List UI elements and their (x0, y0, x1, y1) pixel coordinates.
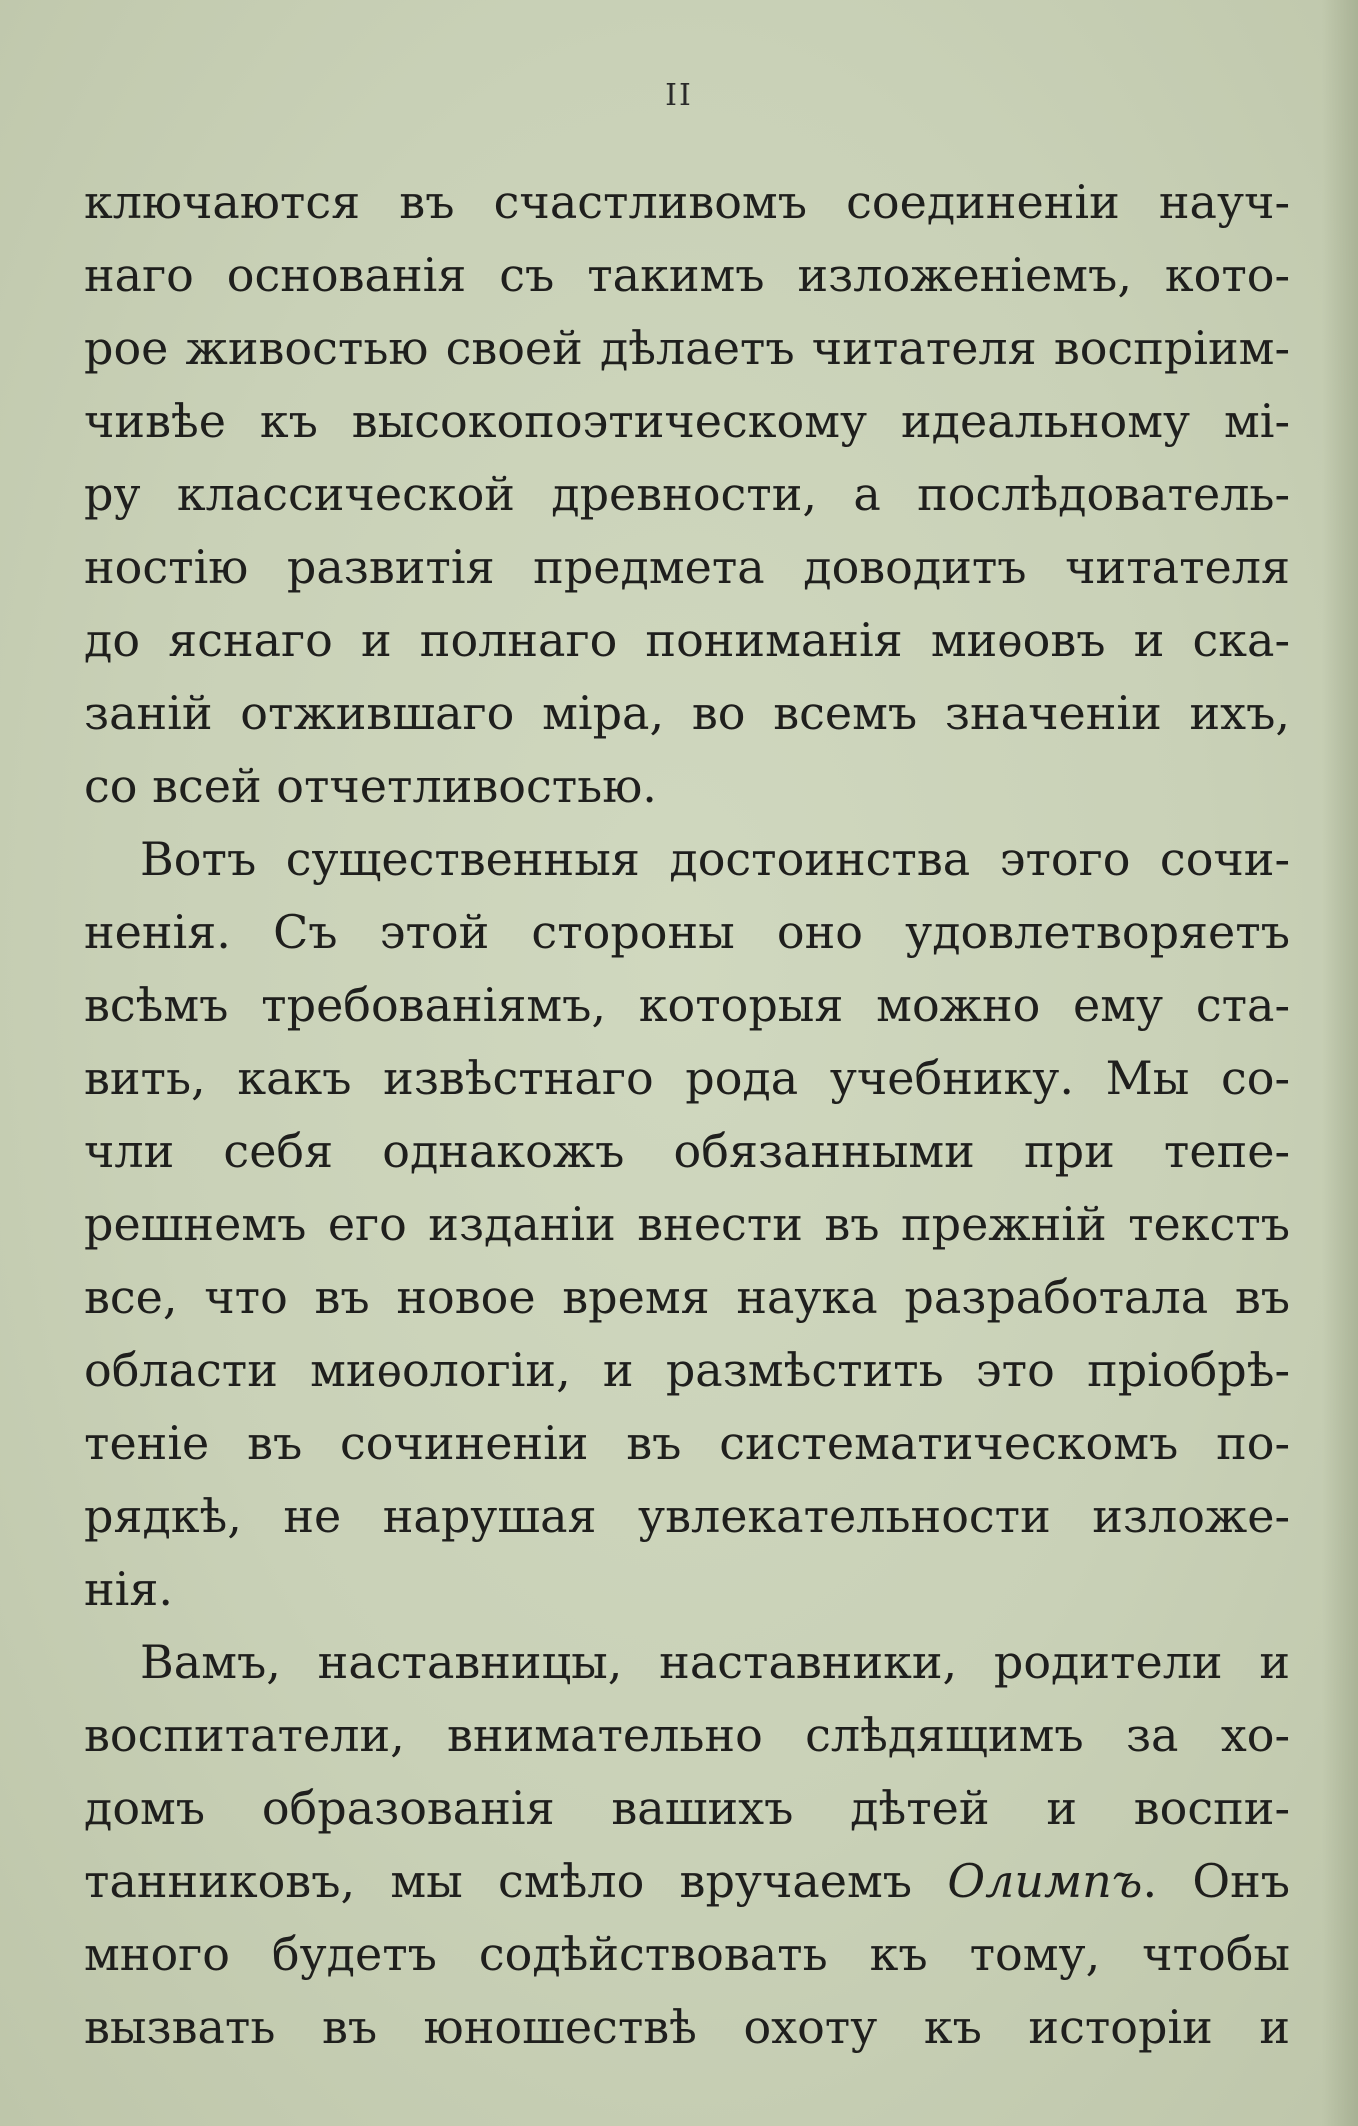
text-line: со всей отчетливостью. (84, 759, 657, 813)
text-line: много будетъ содѣйствовать къ тому, чтобы (84, 1927, 1290, 1981)
text-line: тенiе въ сочиненiи въ систематическомъ по- (84, 1416, 1290, 1470)
text-line: нiя. (84, 1562, 174, 1616)
text-line: наго основанiя съ такимъ изложенiемъ, кото- (84, 248, 1290, 302)
text-line: чивѣе къ высокопоэтическому идеальному мi- (84, 394, 1290, 448)
text-fragment: танниковъ, мы смѣло вручаемъ (84, 1854, 948, 1908)
text-line: домъ образованiя вашихъ дѣтей и воспи- (84, 1781, 1290, 1835)
text-line-with-title (84, 1845, 1290, 1918)
text-line: все, что въ новое время наука разработала въ (84, 1270, 1290, 1324)
text-line: рядкѣ, не нарушая увлекательности изложе- (84, 1489, 1290, 1543)
text-line: всѣмъ требованiямъ, которыя можно ему ста- (84, 978, 1290, 1032)
text-line: ключаются въ счастливомъ соединенiи науч- (84, 175, 1290, 229)
text-fragment: . Онъ (1142, 1854, 1290, 1908)
text-line: решнемъ его изданiи внести въ прежнiй текстъ (84, 1197, 1290, 1251)
text-line: ностiю развитiя предмета доводитъ читателя (84, 540, 1290, 594)
body-text (84, 166, 1290, 2064)
text-line: ненiя. Съ этой стороны оно удовлетворяетъ (84, 905, 1290, 959)
page-edge-shadow (1322, 0, 1358, 2126)
text-line: Вамъ, наставницы, наставники, родители и (140, 1635, 1290, 1689)
text-line: Вотъ существенныя достоинства этого сочи- (140, 832, 1290, 886)
text-line: воспитатели, внимательно слѣдящимъ за хо- (84, 1708, 1290, 1762)
text-line: занiй отжившаго мiра, во всемъ значенiи ихъ, (84, 686, 1290, 740)
paragraph-3 (84, 1626, 1290, 2064)
page-number: II (665, 78, 693, 113)
paragraph-1 (84, 166, 1290, 823)
book-title: Олимпъ (947, 1854, 1143, 1908)
text-line: до яснаго и полнаго пониманiя миѳовъ и ска- (84, 613, 1290, 667)
text-line: чли себя однакожъ обязанными при тепе- (84, 1124, 1290, 1178)
text-line: ру классической древности, а послѣдователь- (84, 467, 1290, 521)
text-line: рое живостью своей дѣлаетъ читателя воспрiим- (84, 321, 1290, 375)
paragraph-2 (84, 823, 1290, 1626)
text-line: вить, какъ извѣстнаго рода учебнику. Мы со- (84, 1051, 1290, 1105)
text-line: вызвать въ юношествѣ охоту къ исторiи и (84, 2000, 1290, 2054)
text-line: области миѳологiи, и размѣстить это прiобрѣ- (84, 1343, 1290, 1397)
